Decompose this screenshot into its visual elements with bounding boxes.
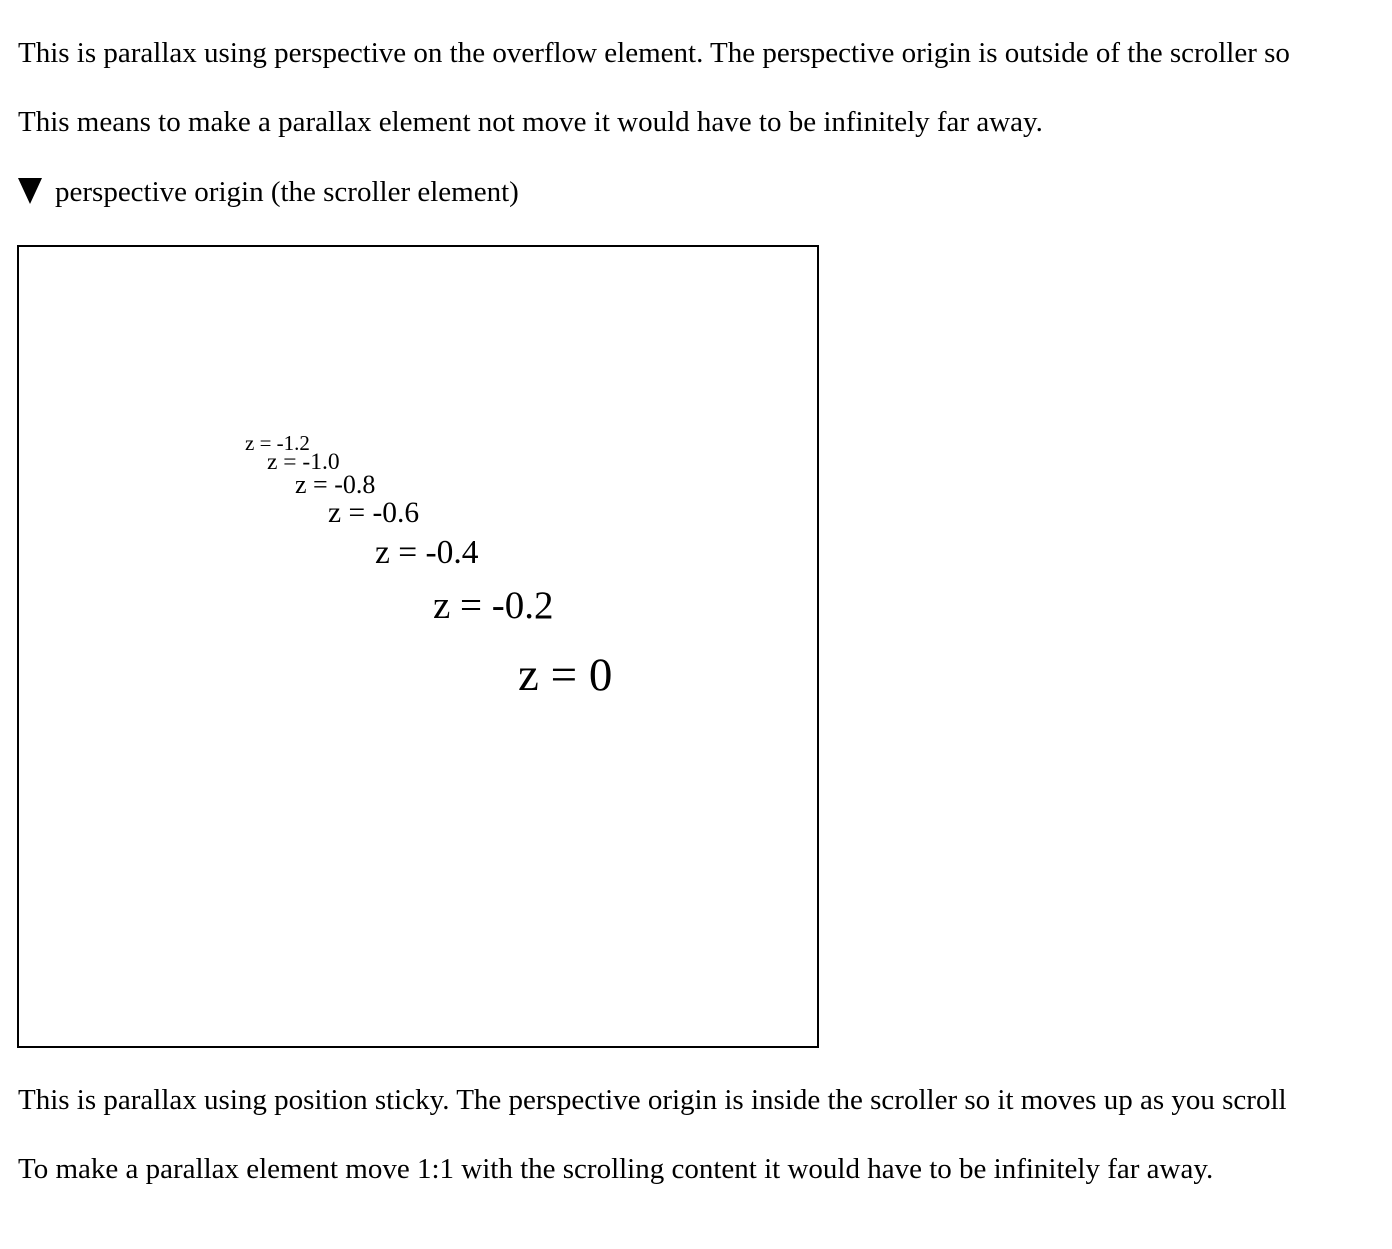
z-label: z = 0 [518, 649, 613, 702]
intro-paragraph-1: This is parallax using perspective on the overflow element. The perspective origin is outside of the scroller so [18, 37, 1290, 69]
intro-paragraph-2: This means to make a parallax element not move it would have to be infinitely far away. [18, 106, 1043, 139]
z-label: z = -0.2 [433, 584, 554, 628]
z-label: z = -0.8 [295, 470, 376, 500]
page [0, 37, 1392, 1187]
sticky-paragraph-2: To make a parallax element move 1:1 with the scrolling content it would have to be infinitely far away. [18, 1153, 1214, 1186]
z-label: z = -0.4 [375, 534, 479, 572]
sticky-paragraph-1: This is parallax using position sticky. The perspective origin is inside the scroller so it moves up as you scroll [18, 1084, 1287, 1117]
perspective-origin-caption [18, 176, 1392, 209]
scroller-box[interactable] [17, 245, 819, 1048]
z-label: z = -1.0 [267, 449, 340, 476]
z-label: z = -0.6 [328, 497, 420, 530]
down-triangle-icon [18, 178, 42, 204]
z-label: z = -1.2 [245, 431, 310, 456]
perspective-origin-label: perspective origin (the scroller element) [55, 175, 519, 208]
